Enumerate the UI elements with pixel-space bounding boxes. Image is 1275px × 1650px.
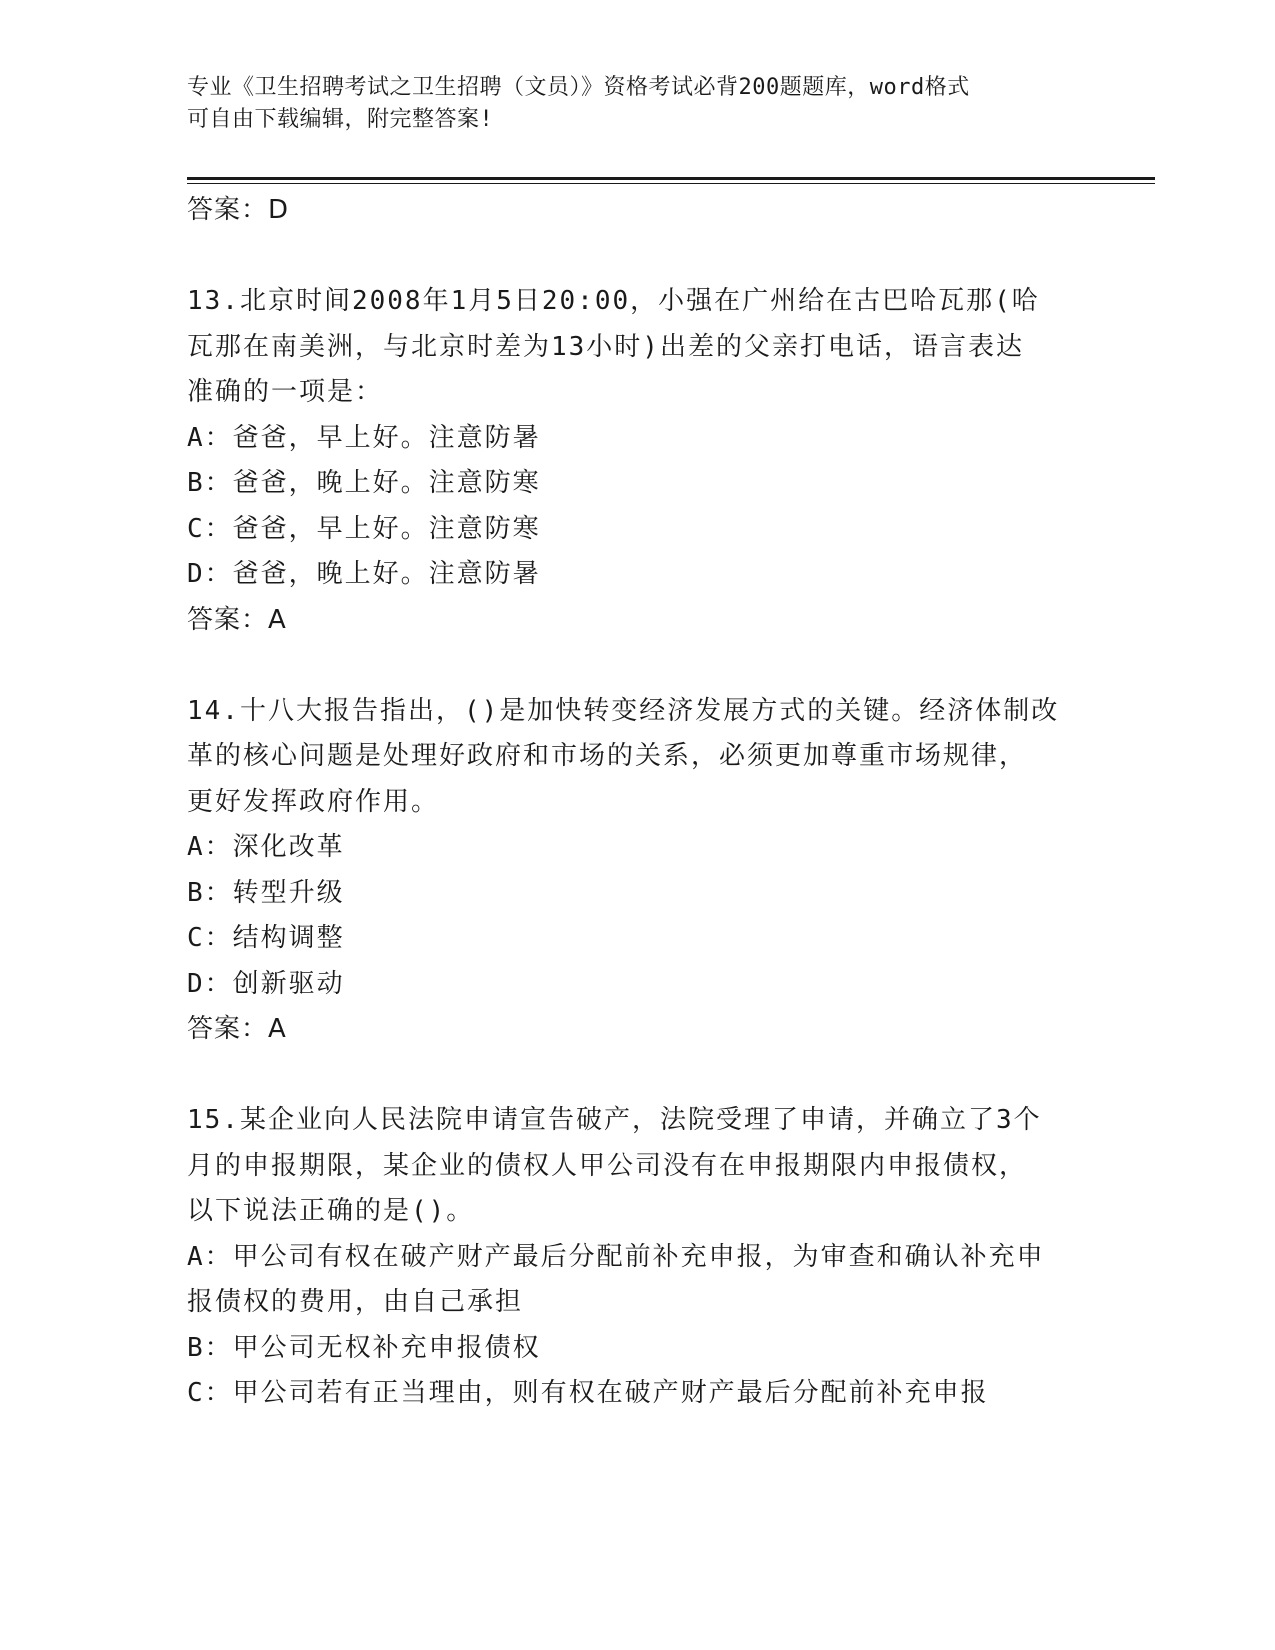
- question-15: [187, 1098, 1087, 1417]
- question-text-line: 准确的一项是：: [187, 377, 384, 407]
- option-a-continued: 报债权的费用，由自己承担: [187, 1287, 524, 1317]
- option-d: D：创新驱动: [187, 968, 345, 999]
- document-body: [187, 188, 1087, 1417]
- option-c: C：甲公司若有正当理由，则有权在破产财产最后分配前补充申报: [187, 1378, 989, 1408]
- option-b: B：爸爸，晚上好。注意防寒: [187, 468, 541, 498]
- question-text-line: 以下说法正确的是()。: [187, 1196, 475, 1226]
- previous-answer: 答案：D: [187, 195, 290, 225]
- question-text-line: 13.北京时间2008年1月5日20:00，小强在广州给在古巴哈瓦那(哈: [187, 286, 1040, 316]
- option-b: B：转型升级: [187, 877, 345, 908]
- header-line: 专业《卫生招聘考试之卫生招聘（文员）》资格考试必背200题题库，word格式: [187, 75, 970, 100]
- option-a: A：深化改革: [187, 832, 345, 862]
- spacer: [187, 643, 1087, 689]
- document-header: [187, 72, 1067, 136]
- spacer: [187, 1053, 1087, 1099]
- option-a: A：甲公司有权在破产财产最后分配前补充申报，为审查和确认补充申: [187, 1241, 1045, 1272]
- question-text-line: 瓦那在南美洲，与北京时差为13小时)出差的父亲打电话，语言表达: [187, 331, 1024, 362]
- question-text-line: 更好发挥政府作用。: [187, 786, 440, 817]
- question-text-line: 月的申报期限，某企业的债权人甲公司没有在申报期限内申报债权，: [187, 1150, 1028, 1181]
- option-b: B：甲公司无权补充申报债权: [187, 1332, 541, 1363]
- option-d: D：爸爸，晚上好。注意防暑: [187, 559, 541, 589]
- answer: 答案：A: [187, 1014, 287, 1044]
- question-text-line: 革的核心问题是处理好政府和市场的关系，必须更加尊重市场规律，: [187, 741, 1028, 771]
- option-c: C：爸爸，早上好。注意防寒: [187, 513, 541, 544]
- question-14: [187, 689, 1087, 1053]
- option-c: C：结构调整: [187, 923, 345, 953]
- question-text-line: 14.十八大报告指出，()是加快转变经济发展方式的关键。经济体制改: [187, 695, 1060, 726]
- header-rule-thin: [187, 183, 1155, 184]
- spacer: [187, 234, 1087, 280]
- option-a: A：爸爸，早上好。注意防暑: [187, 422, 541, 453]
- header-rule-thick: [187, 177, 1155, 180]
- header-line: 可自由下载编辑，附完整答案!: [187, 107, 494, 132]
- question-text-line: 15.某企业向人民法院申请宣告破产，法院受理了申请，并确立了3个: [187, 1105, 1042, 1135]
- answer: 答案：A: [187, 604, 287, 635]
- question-13: [187, 279, 1087, 643]
